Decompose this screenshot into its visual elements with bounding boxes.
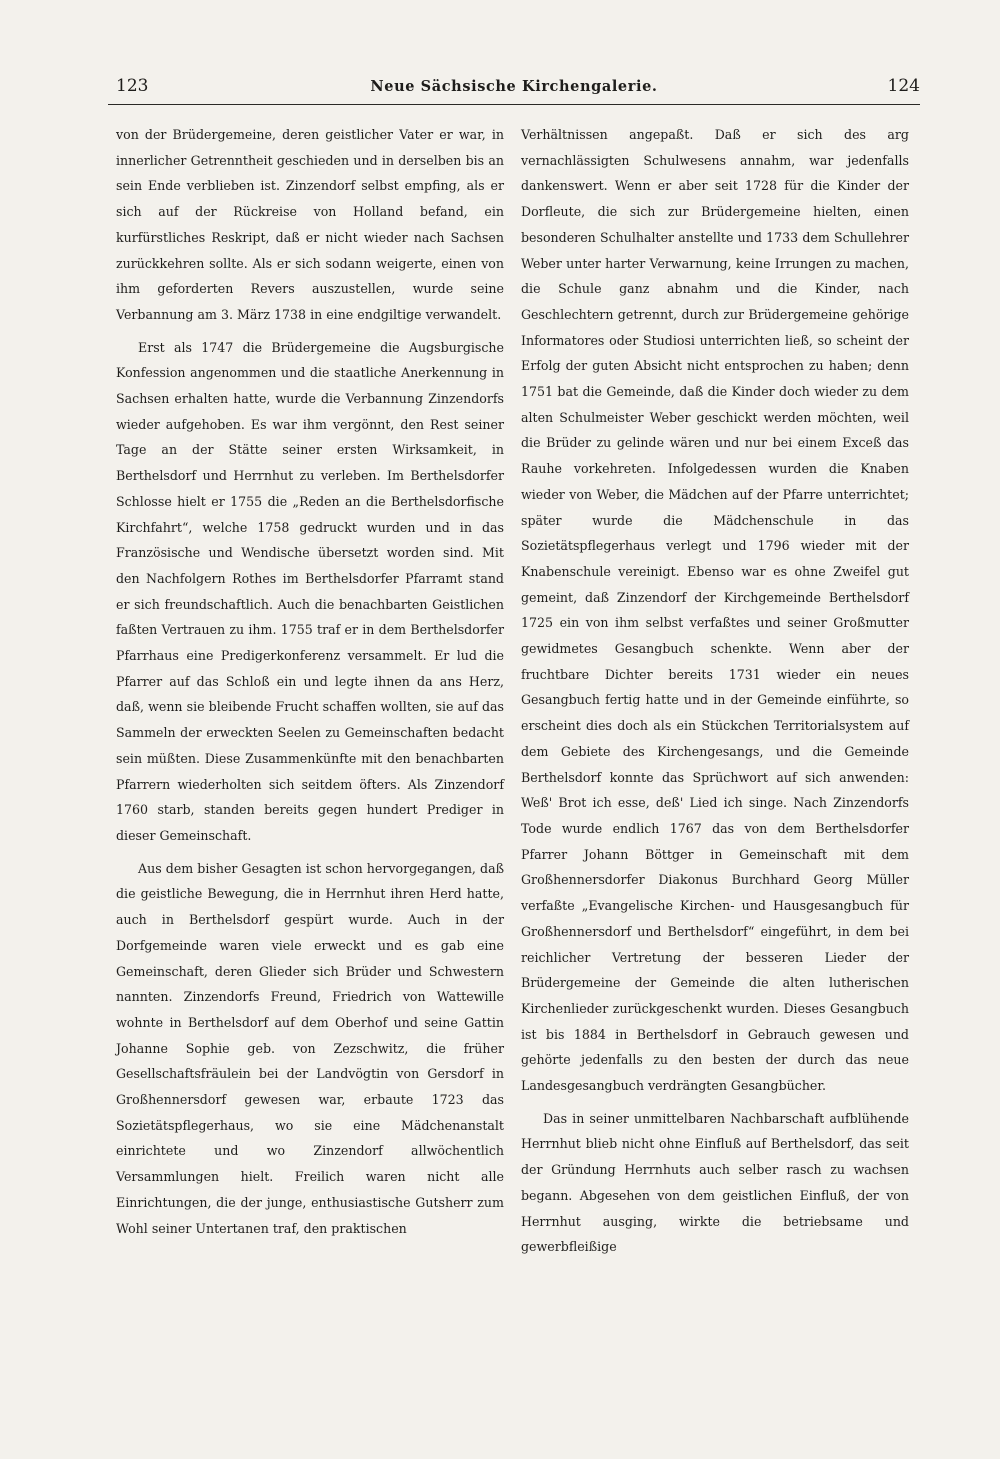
page-number-right: 124 xyxy=(887,76,920,96)
page-header xyxy=(108,74,920,105)
paragraph: Erst als 1747 die Brüdergemeine die Augsburgische Konfession angenommen und die staatliche Anerkennung in Sachsen erhalten hatte, wurde die Verbannung Zinzendorfs wieder aufgehoben. Es war ihm vergönnt, den Rest seiner Tage an der Stätte seiner ersten Wirksamkeit, in Berthelsdorf und Herrnhut zu verleben. Im Berthelsdorfer Schlosse hielt er 1755 die „Reden an die Berthelsdorfische Kirchfahrt“, welche 1758 gedruckt wurden und in das Französische und Wendische übersetzt worden sind. Mit den Nachfolgern Rothes im Berthelsdorfer Pfarramt stand er sich freundschaftlich. Auch die benachbarten Geistlichen faßten Vertrauen zu ihm. 1755 traf er in dem Berthelsdorfer Pfarrhaus eine Predigerkonferenz versammelt. Er lud die Pfarrer auf das Schloß ein und legte ihnen da ans Herz, daß, wenn sie bleibende Frucht schaffen wollten, sie auf das Sammeln der erweckten Seelen zu Gemeinschaften bedacht sein müßten. Diese Zusammenkünfte mit den benachbarten Pfarrern wiederholten sich seitdem öfters. Als Zinzendorf 1760 starb, standen bereits gegen hundert Prediger in dieser Gemeinschaft. xyxy=(116,339,504,843)
text-column-right xyxy=(521,122,909,1260)
page-number-left: 123 xyxy=(116,76,149,96)
paragraph: Das in seiner unmittelbaren Nachbarschaft aufblühende Herrnhut blieb nicht ohne Einfluß auf Berthelsdorf, das seit der Gründung Herrnhuts auch selber rasch zu wachsen begann. Abgesehen von dem geistlichen Einfluß, der von Herrnhut ausging, wirkte die betriebsame und gewerbfleißige xyxy=(521,1110,909,1255)
running-title: Neue Sächsische Kirchengalerie. xyxy=(370,78,658,95)
paragraph: von der Brüdergemeine, deren geistlicher Vater er war, in innerlicher Getrenntheit geschieden und in derselben bis an sein Ende verblieben ist. Zinzendorf selbst empfing, als er sich auf der Rückreise von Holland befand, ein kurfürstliches Reskript, daß er nicht wieder nach Sachsen zurückkehren sollte. Als er sich sodann weigerte, einen von ihm geforderten Revers auszustellen, wurde seine Verbannung am 3. März 1738 in eine endgiltige verwandelt. xyxy=(116,127,504,322)
text-column-left xyxy=(116,122,504,1241)
paragraph: Aus dem bisher Gesagten ist schon hervorgegangen, daß die geistliche Bewegung, die in Herrnhut ihren Herd hatte, auch in Berthelsdorf gespürt wurde. Auch in der Dorfgemeinde waren viele erweckt und es gab eine Gemeinschaft, deren Glieder sich Brüder und Schwestern nannten. Zinzendorfs Freund, Friedrich von Wattewille wohnte in Berthelsdorf auf dem Oberhof und seine Gattin Johanne Sophie geb. von Zezschwitz, die früher Gesellschaftsfräulein bei der Landvögtin von Gersdorf in Großhennersdorf gewesen war, erbaute 1723 das Sozietätspflegerhaus, wo sie eine Mädchenanstalt einrichtete und wo Zinzendorf allwöchentlich Versammlungen hielt. Freilich waren nicht alle Einrichtungen, die der junge, enthusiastische Gutsherr zum Wohl seiner Untertanen traf, den praktischen xyxy=(116,860,504,1236)
paragraph: Verhältnissen angepaßt. Daß er sich des arg vernachlässigten Schulwesens annahm, war jedenfalls dankenswert. Wenn er aber seit 1728 für die Kinder der Dorfleute, die sich zur Brüdergemeine hielten, einen besonderen Schulhalter anstellte und 1733 dem Schullehrer Weber unter harter Verwarnung, keine Irrungen zu machen, die Schule ganz abnahm und die Kinder, nach Geschlechtern getrennt, durch zur Brüdergemeine gehörige Informatores oder Studiosi unterrichten ließ, so scheint der Erfolg der guten Absicht nicht entsprochen zu haben; denn 1751 bat die Gemeinde, daß die Kinder doch wieder zu dem alten Schulmeister Weber geschickt werden möchten, weil die Brüder zu gelinde wären und nur bei einem Exceß das Rauhe vorkehreten. Infolgedessen wurden die Knaben wieder von Weber, die Mädchen auf der Pfarre unterrichtet; später wurde die Mädchenschule in das Sozietätspflegerhaus verlegt und 1796 wieder mit der Knabenschule vereinigt. Ebenso war es ohne Zweifel gut gemeint, daß Zinzendorf der Kirchgemeinde Berthelsdorf 1725 ein von ihm selbst verfaßtes und seiner Großmutter gewidmetes Gesangbuch schenkte. Wenn aber der fruchtbare Dichter bereits 1731 wieder ein neues Gesangbuch fertig hatte und in der Gemeinde einführte, so erscheint dies doch als ein Stückchen Territorialsystem auf dem Gebiete des Kirchengesangs, und die Gemeinde Berthelsdorf konnte das Sprüchwort auf sich anwenden: Weß' Brot ich esse, deß' Lied ich singe. Nach Zinzendorfs Tode wurde endlich 1767 das von dem Berthelsdorfer Pfarrer Johann Böttger in Gemeinschaft mit dem Großhennersdorfer Diakonus Burchhard Georg Müller verfaßte „Evangelische Kirchen- und Hausgesangbuch für Großhennersdorf und Berthelsdorf“ eingeführt, in dem bei reichlicher Vertretung der besseren Lieder der Brüdergemeine der Gemeinde die alten lutherischen Kirchenlieder zurückgeschenkt wurden. Dieses Gesangbuch ist bis 1884 in Berthelsdorf in Gebrauch gewesen und gehörte jedenfalls zu den besten der durch das neue Landesgesangbuch verdrängten Gesangbücher. xyxy=(521,127,909,1094)
